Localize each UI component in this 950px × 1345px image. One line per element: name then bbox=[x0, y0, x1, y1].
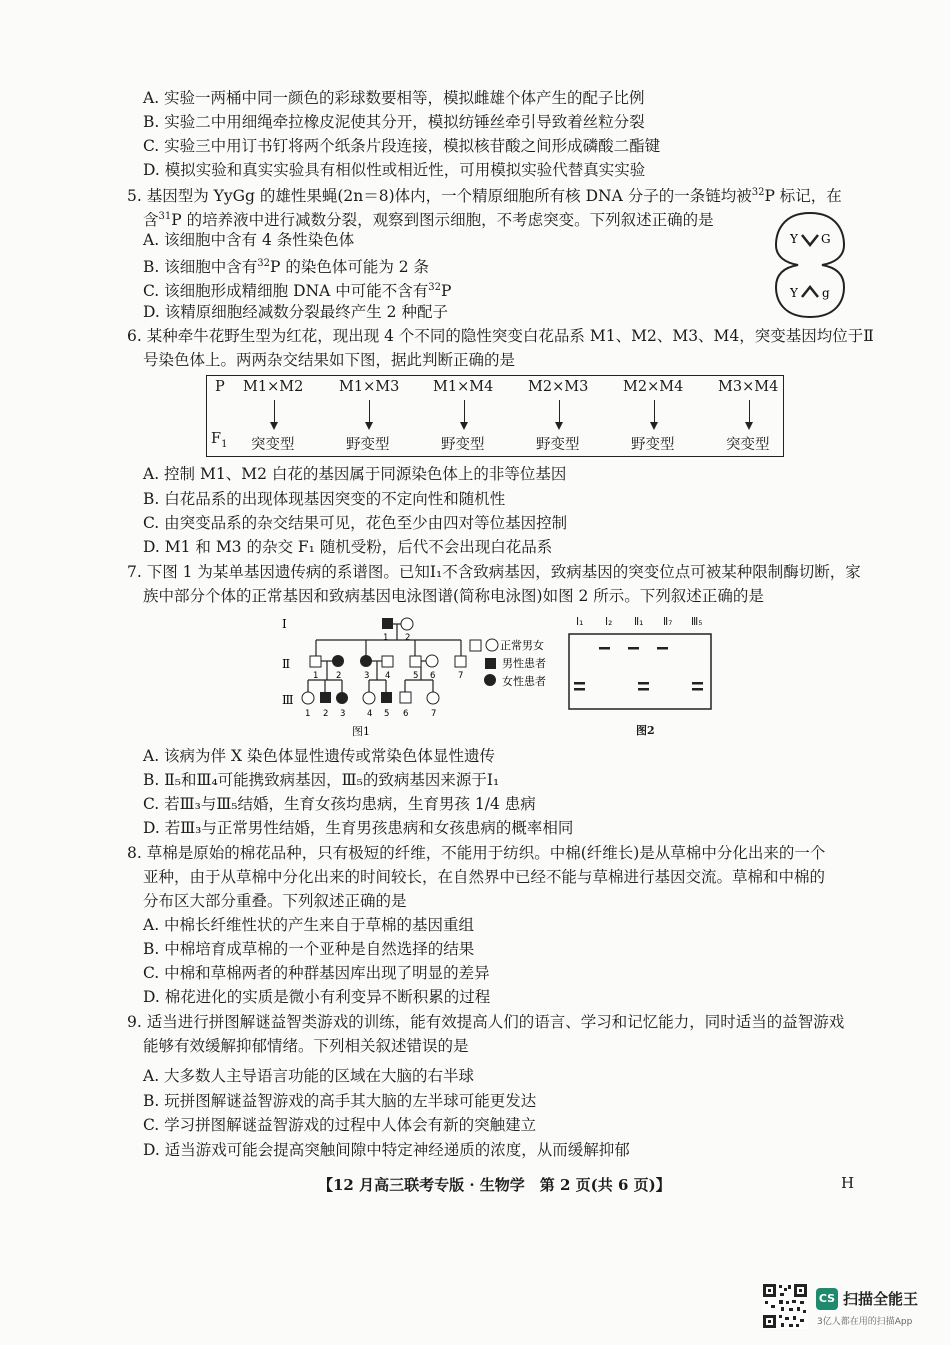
q8-option-a: A. 中棉长纤维性状的产生来自于草棉的基因重组 bbox=[143, 916, 475, 934]
q6-option-a: A. 控制 M1、M2 白花的基因属于同源染色体上的非等位基因 bbox=[143, 465, 567, 483]
gene-label-y-upper: Y bbox=[790, 232, 798, 246]
arrow-down-6 bbox=[749, 400, 750, 428]
q5-option-c: C. 该细胞形成精细胞 DNA 中可能不含有$^{32}$P bbox=[143, 282, 452, 301]
q6-stem-line2: 号染色体上。两两杂交结果如下图，据此判断正确的是 bbox=[143, 351, 516, 369]
lane-label-4: Ⅱ₇ bbox=[663, 616, 673, 628]
q4-option-c: C. 实验三中用订书钉将两个纸条片段连接，模拟核苷酸之间形成磷酸二酯键 bbox=[143, 137, 661, 155]
chromosome-upper bbox=[802, 235, 818, 245]
electrophoresis-figure-2 bbox=[568, 633, 713, 711]
fig1-caption: 图1 bbox=[352, 725, 370, 738]
f1-result-6: 突变型 bbox=[726, 437, 770, 453]
gen2-num-6: 6 bbox=[430, 671, 436, 681]
cross-m1-m2: M1×M2 bbox=[243, 379, 304, 395]
gen1-num-1: 1 bbox=[383, 633, 389, 643]
gen3-num-1: 1 bbox=[305, 709, 311, 719]
gel-lane-labels bbox=[572, 614, 712, 634]
q9-stem-line1: 9. 适当进行拼图解谜益智类游戏的训练，能有效提高人们的语言、学习和记忆能力，同时适当的益智游戏 bbox=[127, 1013, 845, 1031]
gel-band bbox=[574, 688, 585, 691]
gen3-num-4: 4 bbox=[367, 709, 373, 719]
q9-option-d: D. 适当游戏可能会提高突触间隙中特定神经递质的浓度，从而缓解抑郁 bbox=[143, 1141, 630, 1159]
gen3-num-3: 3 bbox=[340, 709, 346, 719]
arrow-down-5 bbox=[654, 400, 655, 428]
gel-band bbox=[657, 647, 668, 650]
legend-normal: 正常男女 bbox=[500, 639, 544, 652]
gel-band bbox=[599, 647, 610, 650]
q7-option-a: A. 该病为伴 X 染色体显性遗传或常染色体显性遗传 bbox=[143, 747, 495, 765]
gen2-num-3: 3 bbox=[364, 671, 370, 681]
gen2-num-4: 4 bbox=[385, 671, 391, 681]
gen2-num-7: 7 bbox=[458, 671, 464, 681]
generation-label-1: Ⅰ bbox=[282, 617, 287, 631]
q7-stem-line1: 7. 下图 1 为某单基因遗传病的系谱图。已知Ⅰ₁不含致病基因，致病基因的突变位点可被某种限制酶切断，家 bbox=[127, 563, 861, 581]
chromosome-lower bbox=[802, 287, 818, 297]
cross-m2-m3: M2×M3 bbox=[528, 379, 589, 395]
scanner-app-name: 扫描全能王 bbox=[843, 1290, 919, 1308]
arrow-down-4 bbox=[559, 400, 560, 428]
gene-label-y-lower: Y bbox=[790, 286, 798, 300]
lane-label-5: Ⅲ₅ bbox=[691, 616, 703, 628]
cross-m2-m4: M2×M4 bbox=[623, 379, 684, 395]
gene-label-g-upper: G bbox=[821, 232, 831, 246]
legend-male-patient: 男性患者 bbox=[502, 657, 546, 670]
p-generation-label: P bbox=[215, 379, 225, 395]
q7-stem-line2: 族中部分个体的正常基因和致病基因电泳图谱(简称电泳图)如图 2 所示。下列叙述正确的是 bbox=[143, 587, 764, 605]
cross-m1-m4: M1×M4 bbox=[433, 379, 494, 395]
q8-stem-line2: 亚种，由于从草棉中分化出来的时间较长，在自然界中已经不能与草棉进行基因交流。草棉和中棉的 bbox=[143, 868, 826, 886]
q5-option-a: A. 该细胞中含有 4 条性染色体 bbox=[143, 231, 355, 249]
q6-option-b: B. 白花品系的出现体现基因突变的不定向性和随机性 bbox=[143, 490, 506, 508]
q5-stem-line1: 5. 基因型为 YyGg 的雄性果蝇(2n＝8)体内，一个精原细胞所有核 DNA 分子的一条链均被$^{32}$P 标记，在 bbox=[127, 187, 842, 206]
f1-result-4: 野变型 bbox=[536, 437, 580, 453]
cross-results-table bbox=[206, 375, 784, 457]
gen3-num-7: 7 bbox=[431, 709, 437, 719]
page-footer: 【12 月高三联考专版 · 生物学 第 2 页(共 6 页)】 bbox=[318, 1176, 671, 1194]
arrow-down-1 bbox=[274, 400, 275, 428]
q6-option-c: C. 由突变品系的杂交结果可见，花色至少由四对等位基因控制 bbox=[143, 514, 568, 532]
lane-label-1: Ⅰ₁ bbox=[576, 616, 584, 628]
gel-band bbox=[638, 682, 649, 685]
f1-result-3: 野变型 bbox=[441, 437, 485, 453]
q9-option-b: B. 玩拼图解谜益智游戏的高手其大脑的左半球可能更发达 bbox=[143, 1092, 537, 1110]
gen2-num-5: 5 bbox=[413, 671, 419, 681]
f1-result-1: 突变型 bbox=[251, 437, 295, 453]
gel-band bbox=[574, 682, 585, 685]
f1-generation-label: $F_1$ bbox=[211, 431, 228, 450]
gel-band bbox=[692, 688, 703, 691]
gel-band bbox=[628, 647, 639, 650]
arrow-down-3 bbox=[464, 400, 465, 428]
pedigree-figure-1 bbox=[278, 610, 568, 740]
gen3-num-6: 6 bbox=[403, 709, 409, 719]
paper-code: H bbox=[841, 1174, 855, 1192]
q7-option-c: C. 若Ⅲ₃与Ⅲ₅结婚，生育女孩均患病，生育男孩 1/4 患病 bbox=[143, 795, 536, 813]
q8-option-b: B. 中棉培育成草棉的一个亚种是自然选择的结果 bbox=[143, 940, 475, 958]
q9-stem-line2: 能够有效缓解抑郁情绪。下列相关叙述错误的是 bbox=[143, 1037, 469, 1055]
fig2-caption: 图2 bbox=[636, 724, 655, 737]
q5-stem-line2: 含$^{31}$P 的培养液中进行减数分裂，观察到图示细胞，不考虑突变。下列叙述正确的是 bbox=[143, 211, 714, 230]
gen3-num-2: 2 bbox=[323, 709, 329, 719]
q4-option-d: D. 模拟实验和真实实验具有相似性或相近性，可用模拟实验代替真实实验 bbox=[143, 161, 646, 179]
lane-label-2: Ⅰ₂ bbox=[605, 616, 613, 628]
q8-option-d: D. 棉花进化的实质是微小有利变异不断积累的过程 bbox=[143, 988, 491, 1006]
scanner-slogan: 3亿人都在用的扫描App bbox=[817, 1317, 913, 1327]
generation-label-3: Ⅲ bbox=[282, 693, 294, 707]
q4-option-a: A. 实验一两桶中同一颜色的彩球数要相等，模拟雌雄个体产生的配子比例 bbox=[143, 89, 645, 107]
q5-option-d: D. 该精原细胞经减数分裂最终产生 2 种配子 bbox=[143, 303, 448, 321]
q8-stem-line3: 分布区大部分重叠。下列叙述正确的是 bbox=[143, 892, 407, 910]
f1-result-2: 野变型 bbox=[346, 437, 390, 453]
gel-band bbox=[692, 682, 703, 685]
cross-m1-m3: M1×M3 bbox=[339, 379, 400, 395]
f1-result-5: 野变型 bbox=[631, 437, 675, 453]
gen2-num-1: 1 bbox=[313, 671, 319, 681]
q6-stem-line1: 6. 某种牵牛花野生型为红花，现出现 4 个不同的隐性突变白花品系 M1、M2、M3、M4，突变基因均位于Ⅱ bbox=[127, 327, 874, 345]
legend-female-patient: 女性患者 bbox=[502, 675, 546, 688]
camscanner-logo-icon: CS bbox=[816, 1288, 838, 1310]
cell-membrane bbox=[776, 213, 844, 317]
generation-label-2: Ⅱ bbox=[282, 657, 291, 671]
cross-m3-m4: M3×M4 bbox=[718, 379, 779, 395]
gene-label-g-lower: g bbox=[822, 286, 830, 300]
q4-option-b: B. 实验二中用细绳牵拉橡皮泥使其分开，模拟纺锤丝牵引导致着丝粒分裂 bbox=[143, 113, 645, 131]
gen3-num-5: 5 bbox=[384, 709, 390, 719]
q7-option-d: D. 若Ⅲ₃与正常男性结婚，生育男孩患病和女孩患病的概率相同 bbox=[143, 819, 574, 837]
gen2-num-2: 2 bbox=[336, 671, 342, 681]
q8-stem-line1: 8. 草棉是原始的棉花品种，只有极短的纤维，不能用于纺织。中棉(纤维长)是从草棉中分化出来的一个 bbox=[127, 844, 826, 862]
q6-option-d: D. M1 和 M3 的杂交 F₁ 随机受粉，后代不会出现白花品系 bbox=[143, 538, 553, 556]
gen1-num-2: 2 bbox=[405, 633, 411, 643]
gel-band bbox=[638, 688, 649, 691]
gel-frame bbox=[569, 634, 711, 709]
dividing-cell-figure bbox=[772, 205, 848, 323]
arrow-down-2 bbox=[369, 400, 370, 428]
q9-option-a: A. 大多数人主导语言功能的区域在大脑的右半球 bbox=[143, 1067, 475, 1085]
q8-option-c: C. 中棉和草棉两者的种群基因库出现了明显的差异 bbox=[143, 964, 490, 982]
q9-option-c: C. 学习拼图解谜益智游戏的过程中人体会有新的突触建立 bbox=[143, 1116, 537, 1134]
lane-label-3: Ⅱ₁ bbox=[634, 616, 644, 628]
q7-option-b: B. Ⅱ₅和Ⅲ₄可能携致病基因，Ⅲ₅的致病基因来源于Ⅰ₁ bbox=[143, 771, 500, 789]
q5-option-b: B. 该细胞中含有$^{32}$P 的染色体可能为 2 条 bbox=[143, 258, 430, 277]
qr-code bbox=[762, 1283, 808, 1329]
